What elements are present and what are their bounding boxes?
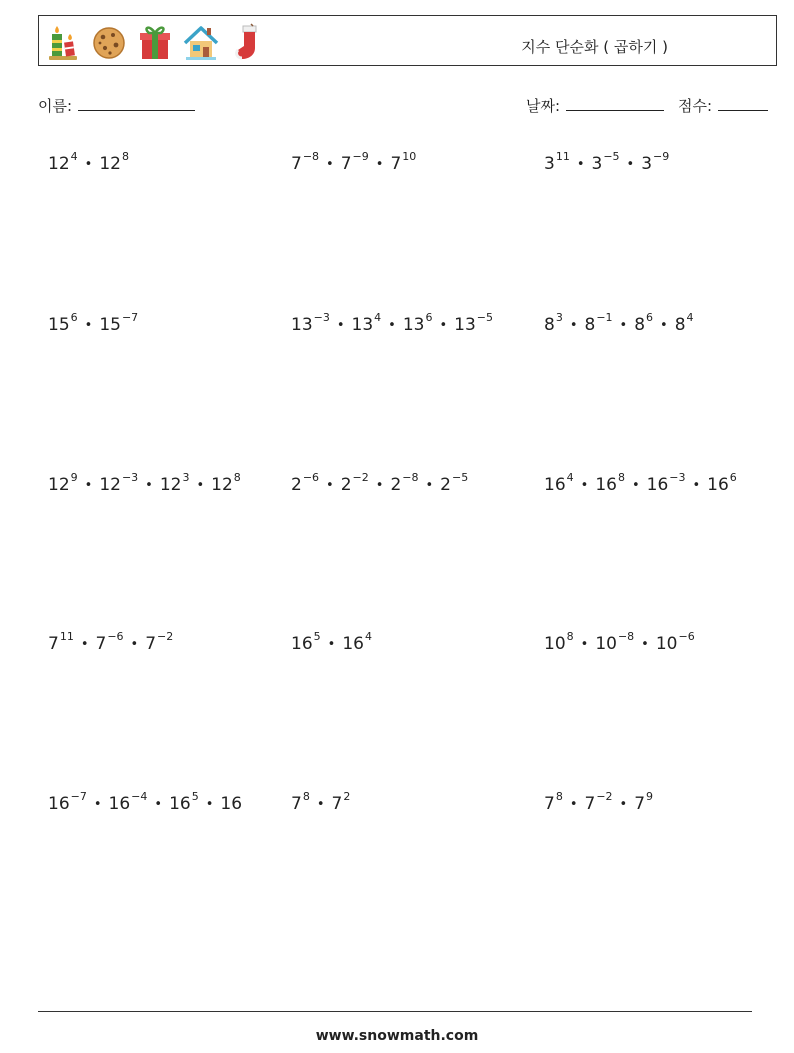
power-term: [291, 630, 321, 654]
term-base: 13: [402, 315, 425, 335]
multiply-dot: •: [388, 318, 396, 333]
multiply-dot: •: [569, 318, 578, 333]
term-exponent: 8: [566, 630, 574, 643]
multiply-dot: •: [580, 637, 589, 652]
multiply-dot: •: [576, 157, 585, 172]
power-term: [145, 630, 174, 654]
power-term: [340, 150, 369, 174]
score-blank[interactable]: [718, 96, 768, 111]
term-base: 7: [291, 154, 302, 174]
multiply-dot: •: [425, 478, 434, 493]
multiply-dot: •: [326, 478, 334, 493]
term-base: 16: [48, 794, 70, 814]
power-term: [544, 471, 574, 495]
term-exponent: 11: [555, 150, 570, 163]
term-base: 15: [99, 315, 121, 335]
term-exponent: 6: [729, 471, 737, 484]
power-term: [211, 471, 241, 495]
term-exponent: 6: [646, 311, 654, 324]
term-exponent: −5: [451, 471, 469, 484]
power-term: [707, 471, 737, 495]
term-exponent: −3: [121, 471, 139, 484]
multiply-dot: •: [326, 157, 334, 172]
term-exponent: 4: [686, 311, 694, 324]
power-term: [351, 311, 382, 335]
term-base: 12: [159, 475, 182, 495]
term-base: 16: [108, 794, 131, 814]
term-base: 7: [390, 154, 402, 174]
term-base: 12: [211, 475, 233, 495]
term-base: 10: [595, 634, 617, 654]
power-term: [646, 471, 686, 495]
term-exponent: −7: [70, 790, 87, 803]
power-term: [99, 471, 139, 495]
term-exponent: 9: [70, 471, 78, 484]
multiply-dot: •: [130, 637, 139, 652]
score-label: 점수:: [678, 97, 713, 115]
term-exponent: −5: [603, 150, 620, 163]
term-base: 3: [544, 154, 555, 174]
problem-15: [544, 790, 653, 814]
score-field: [678, 95, 768, 116]
multiply-dot: •: [375, 478, 384, 493]
term-exponent: 9: [646, 790, 654, 803]
term-exponent: 4: [374, 311, 382, 324]
problem-5: [291, 311, 493, 335]
power-term: [634, 311, 654, 335]
term-base: 7: [634, 794, 646, 814]
term-base: 10: [655, 634, 678, 654]
term-base: 16: [544, 475, 566, 495]
power-term: [402, 311, 433, 335]
term-exponent: −9: [352, 150, 369, 163]
term-base: 8: [544, 315, 555, 335]
term-base: 13: [454, 315, 476, 335]
gift-icon: [137, 22, 173, 62]
term-exponent: 11: [59, 630, 74, 643]
power-term: [454, 311, 494, 335]
term-exponent: −8: [302, 150, 320, 163]
power-term: [595, 471, 625, 495]
multiply-dot: •: [84, 318, 93, 333]
power-term: [291, 311, 330, 335]
term-exponent: 5: [191, 790, 199, 803]
term-exponent: −6: [302, 471, 320, 484]
term-exponent: −7: [121, 311, 139, 324]
term-exponent: 6: [425, 311, 433, 324]
term-exponent: −9: [653, 150, 670, 163]
term-base: 16: [595, 475, 617, 495]
term-exponent: 8: [555, 790, 563, 803]
term-exponent: 8: [121, 150, 129, 163]
multiply-dot: •: [375, 157, 384, 172]
term-exponent: 8: [233, 471, 241, 484]
term-base: 7: [331, 794, 343, 814]
power-term: [159, 471, 190, 495]
problem-14: [291, 790, 350, 814]
term-base: 2: [291, 475, 302, 495]
worksheet-header: [38, 15, 777, 66]
term-exponent: −1: [596, 311, 613, 324]
problem-9: [544, 471, 737, 495]
term-exponent: −8: [402, 471, 419, 484]
multiply-dot: •: [145, 478, 153, 493]
date-label: 날짜:: [526, 97, 561, 115]
term-base: 7: [544, 794, 555, 814]
term-base: 16: [707, 475, 729, 495]
term-base: 12: [48, 154, 70, 174]
problem-8: [291, 471, 468, 495]
multiply-dot: •: [80, 637, 89, 652]
problem-6: [544, 311, 694, 335]
term-exponent: 3: [182, 471, 190, 484]
term-base: 8: [634, 315, 646, 335]
multiply-dot: •: [641, 637, 649, 652]
term-base: 13: [351, 315, 374, 335]
multiply-dot: •: [336, 318, 345, 333]
power-term: [331, 790, 351, 814]
term-base: 15: [48, 315, 70, 335]
term-exponent: −2: [157, 630, 174, 643]
term-base: 2: [340, 475, 352, 495]
multiply-dot: •: [84, 478, 93, 493]
multiply-dot: •: [619, 318, 628, 333]
power-term: [655, 630, 695, 654]
power-term: [95, 630, 124, 654]
term-base: 2: [440, 475, 451, 495]
term-base: 8: [584, 315, 596, 335]
power-term: [48, 150, 78, 174]
multiply-dot: •: [569, 797, 578, 812]
house-icon: [183, 22, 219, 62]
power-term: [48, 311, 78, 335]
problem-7: [48, 471, 241, 495]
term-base: 7: [291, 794, 302, 814]
power-term: [584, 311, 613, 335]
term-exponent: 4: [566, 471, 574, 484]
term-base: 7: [145, 634, 157, 654]
term-base: 2: [390, 475, 402, 495]
name-blank[interactable]: [78, 96, 195, 111]
problem-12: [544, 630, 695, 654]
term-base: 12: [48, 475, 70, 495]
multiply-dot: •: [316, 797, 325, 812]
power-term: [440, 471, 469, 495]
term-exponent: 6: [70, 311, 78, 324]
problem-10: [48, 630, 173, 654]
power-term: [291, 150, 320, 174]
power-term: [591, 150, 620, 174]
date-field: [526, 95, 664, 116]
power-term: [291, 471, 320, 495]
footer-divider: [38, 1011, 752, 1012]
multiply-dot: •: [580, 478, 589, 493]
power-term: [291, 790, 310, 814]
multiply-dot: •: [439, 318, 448, 333]
multiply-dot: •: [692, 478, 701, 493]
term-base: 12: [99, 154, 121, 174]
problem-4: [48, 311, 138, 335]
worksheet-title: 지수 단순화 ( 곱하기 ): [521, 38, 668, 56]
power-term: [544, 150, 570, 174]
power-term: [390, 471, 419, 495]
term-exponent: −5: [476, 311, 494, 324]
power-term: [390, 150, 417, 174]
term-exponent: −8: [617, 630, 635, 643]
power-term: [641, 150, 670, 174]
stocking-icon: [229, 22, 265, 62]
term-exponent: 4: [364, 630, 372, 643]
term-base: 7: [584, 794, 596, 814]
power-term: [48, 471, 78, 495]
term-base: 16: [291, 634, 313, 654]
power-term: [544, 311, 563, 335]
term-base: 3: [641, 154, 653, 174]
term-exponent: −3: [669, 471, 686, 484]
power-term: [595, 630, 635, 654]
power-term: [674, 311, 694, 335]
power-term: [99, 311, 139, 335]
name-field: [38, 95, 195, 116]
problem-11: [291, 630, 372, 654]
term-base: 7: [95, 634, 107, 654]
multiply-dot: •: [619, 797, 628, 812]
multiply-dot: •: [205, 797, 214, 812]
power-term: [342, 630, 372, 654]
term-base: 3: [591, 154, 603, 174]
date-blank[interactable]: [566, 96, 664, 111]
term-base: 16: [220, 794, 243, 814]
power-term: [220, 794, 242, 814]
problem-2: [291, 150, 416, 174]
term-base: 7: [340, 154, 352, 174]
term-exponent: 10: [402, 150, 417, 163]
term-base: 16: [646, 475, 669, 495]
term-base: 8: [674, 315, 686, 335]
multiply-dot: •: [196, 478, 205, 493]
power-term: [340, 471, 369, 495]
cookie-icon: [91, 22, 127, 62]
term-base: 16: [169, 794, 191, 814]
term-exponent: −2: [596, 790, 613, 803]
power-term: [48, 630, 74, 654]
term-base: 13: [291, 315, 313, 335]
problem-1: [48, 150, 129, 174]
multiply-dot: •: [327, 637, 336, 652]
problem-3: [544, 150, 669, 174]
multiply-dot: •: [154, 797, 163, 812]
power-term: [108, 790, 148, 814]
power-term: [544, 790, 563, 814]
candles-icon: [45, 22, 81, 62]
power-term: [99, 150, 129, 174]
header-icons: [45, 20, 265, 64]
power-term: [169, 790, 199, 814]
power-term: [584, 790, 613, 814]
term-base: 12: [99, 475, 121, 495]
term-base: 7: [48, 634, 59, 654]
power-term: [634, 790, 654, 814]
term-exponent: 8: [302, 790, 310, 803]
multiply-dot: •: [626, 157, 635, 172]
multiply-dot: •: [631, 478, 640, 493]
term-exponent: −2: [352, 471, 369, 484]
term-exponent: 2: [343, 790, 351, 803]
multiply-dot: •: [84, 157, 93, 172]
term-exponent: 3: [555, 311, 563, 324]
term-base: 16: [342, 634, 364, 654]
term-exponent: 5: [313, 630, 321, 643]
power-term: [48, 790, 87, 814]
footer-url: www.snowmath.com: [315, 1028, 479, 1044]
power-term: [544, 630, 574, 654]
multiply-dot: •: [93, 797, 102, 812]
term-exponent: −3: [313, 311, 330, 324]
term-exponent: −6: [107, 630, 124, 643]
term-base: 10: [544, 634, 566, 654]
problem-13: [48, 790, 242, 814]
name-label: 이름:: [38, 97, 73, 115]
term-exponent: 4: [70, 150, 78, 163]
term-exponent: 8: [617, 471, 625, 484]
multiply-dot: •: [660, 318, 668, 333]
term-exponent: −6: [678, 630, 695, 643]
term-exponent: −4: [131, 790, 148, 803]
